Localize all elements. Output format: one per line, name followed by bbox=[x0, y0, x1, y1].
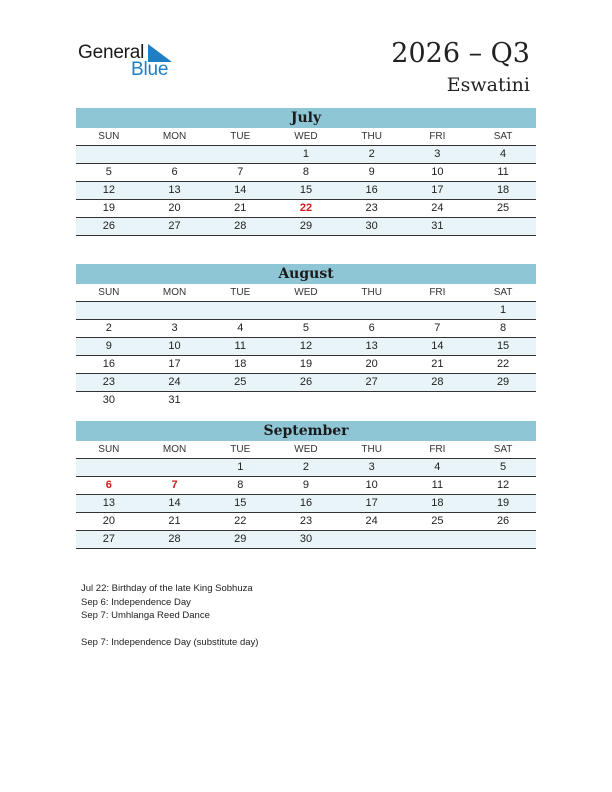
weekday-header-row bbox=[76, 128, 536, 146]
day-cell: 13 bbox=[102, 497, 115, 509]
day-cell: 19 bbox=[496, 497, 510, 509]
day-cell: 21 bbox=[168, 515, 181, 527]
weekday-label: MON bbox=[162, 444, 187, 455]
day-cell: 25 bbox=[234, 376, 247, 388]
day-cell: 14 bbox=[431, 340, 444, 352]
day-cell bbox=[76, 146, 142, 163]
week-row bbox=[76, 513, 536, 531]
logo-text-blue: Blue bbox=[131, 59, 169, 80]
day-cell: 15 bbox=[234, 497, 247, 509]
day-cell: 26 bbox=[496, 515, 510, 527]
weekday-label: SUN bbox=[98, 444, 120, 455]
day-cell bbox=[470, 218, 536, 235]
week-row bbox=[76, 338, 536, 356]
day-cell: 8 bbox=[237, 479, 244, 491]
weekday-label: TUE bbox=[230, 287, 251, 298]
day-cell: 7 bbox=[171, 479, 178, 491]
weekday-label: SUN bbox=[98, 131, 120, 142]
week-row bbox=[76, 459, 536, 477]
week-row bbox=[76, 320, 536, 338]
month-header: September bbox=[76, 421, 536, 441]
day-cell bbox=[273, 302, 339, 319]
day-cell: 14 bbox=[168, 497, 181, 509]
day-cell: 22 bbox=[234, 515, 247, 527]
day-cell: 19 bbox=[102, 202, 115, 214]
day-cell: 24 bbox=[431, 202, 444, 214]
day-cell: 14 bbox=[234, 184, 247, 196]
day-cell: 1 bbox=[237, 461, 244, 473]
weekday-label: FRI bbox=[429, 287, 446, 298]
day-cell: 18 bbox=[234, 358, 247, 370]
day-cell: 12 bbox=[299, 340, 313, 352]
logo-text-general: General bbox=[78, 42, 145, 63]
week-row bbox=[76, 374, 536, 392]
weekday-label: FRI bbox=[429, 131, 446, 142]
week-row bbox=[76, 356, 536, 374]
day-cell: 28 bbox=[168, 533, 181, 545]
day-cell bbox=[339, 392, 405, 409]
weekday-label: SAT bbox=[493, 287, 513, 298]
day-cell: 2 bbox=[368, 148, 375, 160]
month-header: August bbox=[76, 264, 536, 284]
day-cell: 9 bbox=[368, 166, 375, 178]
day-cell: 6 bbox=[171, 166, 178, 178]
day-cell: 19 bbox=[299, 358, 313, 370]
day-cell: 29 bbox=[299, 220, 313, 232]
day-cell bbox=[76, 459, 142, 476]
day-cell: 2 bbox=[302, 461, 310, 473]
weekday-label: THU bbox=[361, 131, 382, 142]
day-cell bbox=[142, 146, 208, 163]
day-cell bbox=[405, 531, 471, 548]
day-cell: 17 bbox=[168, 358, 181, 370]
weekday-label: THU bbox=[361, 444, 382, 455]
day-cell: 6 bbox=[368, 322, 375, 334]
day-cell: 11 bbox=[234, 340, 246, 352]
day-cell: 10 bbox=[168, 340, 181, 352]
generalblue-logo bbox=[78, 42, 178, 82]
week-row bbox=[76, 495, 536, 513]
day-cell: 26 bbox=[102, 220, 115, 232]
day-cell: 13 bbox=[365, 340, 378, 352]
week-row bbox=[76, 302, 536, 320]
holiday-note: Jul 22: Birthday of the late King Sobhuza bbox=[81, 583, 253, 594]
day-cell: 8 bbox=[500, 322, 507, 334]
day-cell bbox=[339, 531, 405, 548]
day-cell: 30 bbox=[102, 394, 115, 406]
day-cell: 23 bbox=[365, 202, 378, 214]
country-name: Eswatini bbox=[446, 74, 530, 96]
day-cell: 3 bbox=[368, 461, 375, 473]
day-cell: 28 bbox=[234, 220, 247, 232]
day-cell: 4 bbox=[237, 322, 244, 334]
holiday-note: Sep 7: Umhlanga Reed Dance bbox=[81, 610, 210, 621]
week-row bbox=[76, 146, 536, 164]
day-cell: 29 bbox=[496, 376, 510, 388]
day-cell bbox=[405, 302, 471, 319]
day-cell: 23 bbox=[102, 376, 115, 388]
day-cell: 10 bbox=[365, 479, 378, 491]
day-cell: 7 bbox=[434, 322, 441, 334]
day-cell: 6 bbox=[105, 479, 112, 491]
day-cell: 17 bbox=[431, 184, 444, 196]
day-cell: 30 bbox=[299, 533, 313, 545]
day-cell: 31 bbox=[431, 220, 444, 232]
day-cell: 4 bbox=[434, 461, 441, 473]
day-cell: 5 bbox=[105, 166, 112, 178]
day-cell: 23 bbox=[299, 515, 313, 527]
weekday-header-row bbox=[76, 284, 536, 302]
day-cell: 2 bbox=[105, 322, 112, 334]
day-cell: 27 bbox=[365, 376, 378, 388]
day-cell: 3 bbox=[171, 322, 178, 334]
week-row bbox=[76, 164, 536, 182]
day-cell: 1 bbox=[302, 148, 310, 160]
day-cell: 16 bbox=[299, 497, 313, 509]
month-august bbox=[76, 264, 536, 409]
day-cell bbox=[339, 302, 405, 319]
day-cell bbox=[207, 392, 273, 409]
month-header: July bbox=[76, 108, 536, 128]
day-cell: 20 bbox=[168, 202, 181, 214]
day-cell: 31 bbox=[168, 394, 181, 406]
day-cell: 27 bbox=[168, 220, 181, 232]
day-cell bbox=[142, 302, 208, 319]
weekday-label: SUN bbox=[98, 287, 120, 298]
day-cell: 24 bbox=[365, 515, 378, 527]
weekday-label: SAT bbox=[493, 444, 513, 455]
weekday-header-row bbox=[76, 441, 536, 459]
day-cell: 15 bbox=[496, 340, 510, 352]
day-cell: 22 bbox=[496, 358, 510, 370]
day-cell: 21 bbox=[431, 358, 444, 370]
week-row bbox=[76, 392, 536, 409]
month-july bbox=[76, 108, 536, 236]
day-cell: 24 bbox=[168, 376, 181, 388]
day-cell: 28 bbox=[431, 376, 444, 388]
day-cell: 26 bbox=[299, 376, 313, 388]
weekday-label: MON bbox=[162, 131, 187, 142]
day-cell bbox=[207, 302, 273, 319]
day-cell bbox=[470, 392, 536, 409]
day-cell: 5 bbox=[302, 322, 310, 334]
day-cell: 22 bbox=[299, 202, 313, 214]
weekday-label: SAT bbox=[493, 131, 513, 142]
week-row bbox=[76, 200, 536, 218]
day-cell: 16 bbox=[365, 184, 378, 196]
day-cell: 27 bbox=[102, 533, 115, 545]
weekday-label: WED bbox=[294, 444, 318, 455]
weekday-label: WED bbox=[294, 287, 318, 298]
day-cell bbox=[470, 531, 536, 548]
day-cell: 10 bbox=[431, 166, 444, 178]
day-cell: 21 bbox=[234, 202, 247, 214]
day-cell: 13 bbox=[168, 184, 181, 196]
day-cell: 8 bbox=[302, 166, 310, 178]
day-cell: 5 bbox=[500, 461, 507, 473]
day-cell bbox=[142, 459, 208, 476]
holiday-note: Sep 6: Independence Day bbox=[81, 596, 191, 608]
day-cell: 7 bbox=[237, 166, 244, 178]
weekday-label: MON bbox=[162, 287, 187, 298]
day-cell: 20 bbox=[102, 515, 115, 527]
week-row bbox=[76, 218, 536, 236]
day-cell: 16 bbox=[102, 358, 115, 370]
day-cell: 11 bbox=[431, 479, 444, 491]
day-cell: 3 bbox=[434, 148, 441, 160]
day-cell bbox=[405, 392, 471, 409]
day-cell bbox=[207, 146, 273, 163]
day-cell: 18 bbox=[431, 497, 444, 509]
day-cell: 18 bbox=[496, 184, 510, 196]
month-september bbox=[76, 421, 536, 549]
weekday-label: TUE bbox=[230, 444, 251, 455]
day-cell: 17 bbox=[365, 497, 378, 509]
day-cell bbox=[273, 392, 339, 409]
day-cell bbox=[76, 302, 142, 319]
holiday-notes bbox=[81, 582, 258, 649]
day-cell: 9 bbox=[302, 479, 310, 491]
day-cell: 9 bbox=[105, 340, 112, 352]
week-row bbox=[76, 182, 536, 200]
holiday-note: Sep 7: Independence Day (substitute day) bbox=[81, 636, 259, 648]
weekday-label: THU bbox=[361, 287, 382, 298]
day-cell: 1 bbox=[500, 304, 507, 316]
week-row bbox=[76, 477, 536, 495]
day-cell: 25 bbox=[496, 202, 510, 214]
day-cell: 29 bbox=[234, 533, 247, 545]
day-cell: 15 bbox=[299, 184, 313, 196]
day-cell: 25 bbox=[431, 515, 444, 527]
day-cell: 30 bbox=[365, 220, 378, 232]
page-title: 2026 – Q3 bbox=[391, 38, 530, 69]
weekday-label: FRI bbox=[429, 444, 446, 455]
day-cell: 12 bbox=[102, 184, 115, 196]
weekday-label: WED bbox=[294, 131, 318, 142]
day-cell: 4 bbox=[500, 148, 507, 160]
day-cell: 20 bbox=[365, 358, 378, 370]
weekday-label: TUE bbox=[230, 131, 251, 142]
day-cell: 12 bbox=[496, 479, 510, 491]
week-row bbox=[76, 531, 536, 549]
day-cell: 11 bbox=[497, 166, 509, 178]
